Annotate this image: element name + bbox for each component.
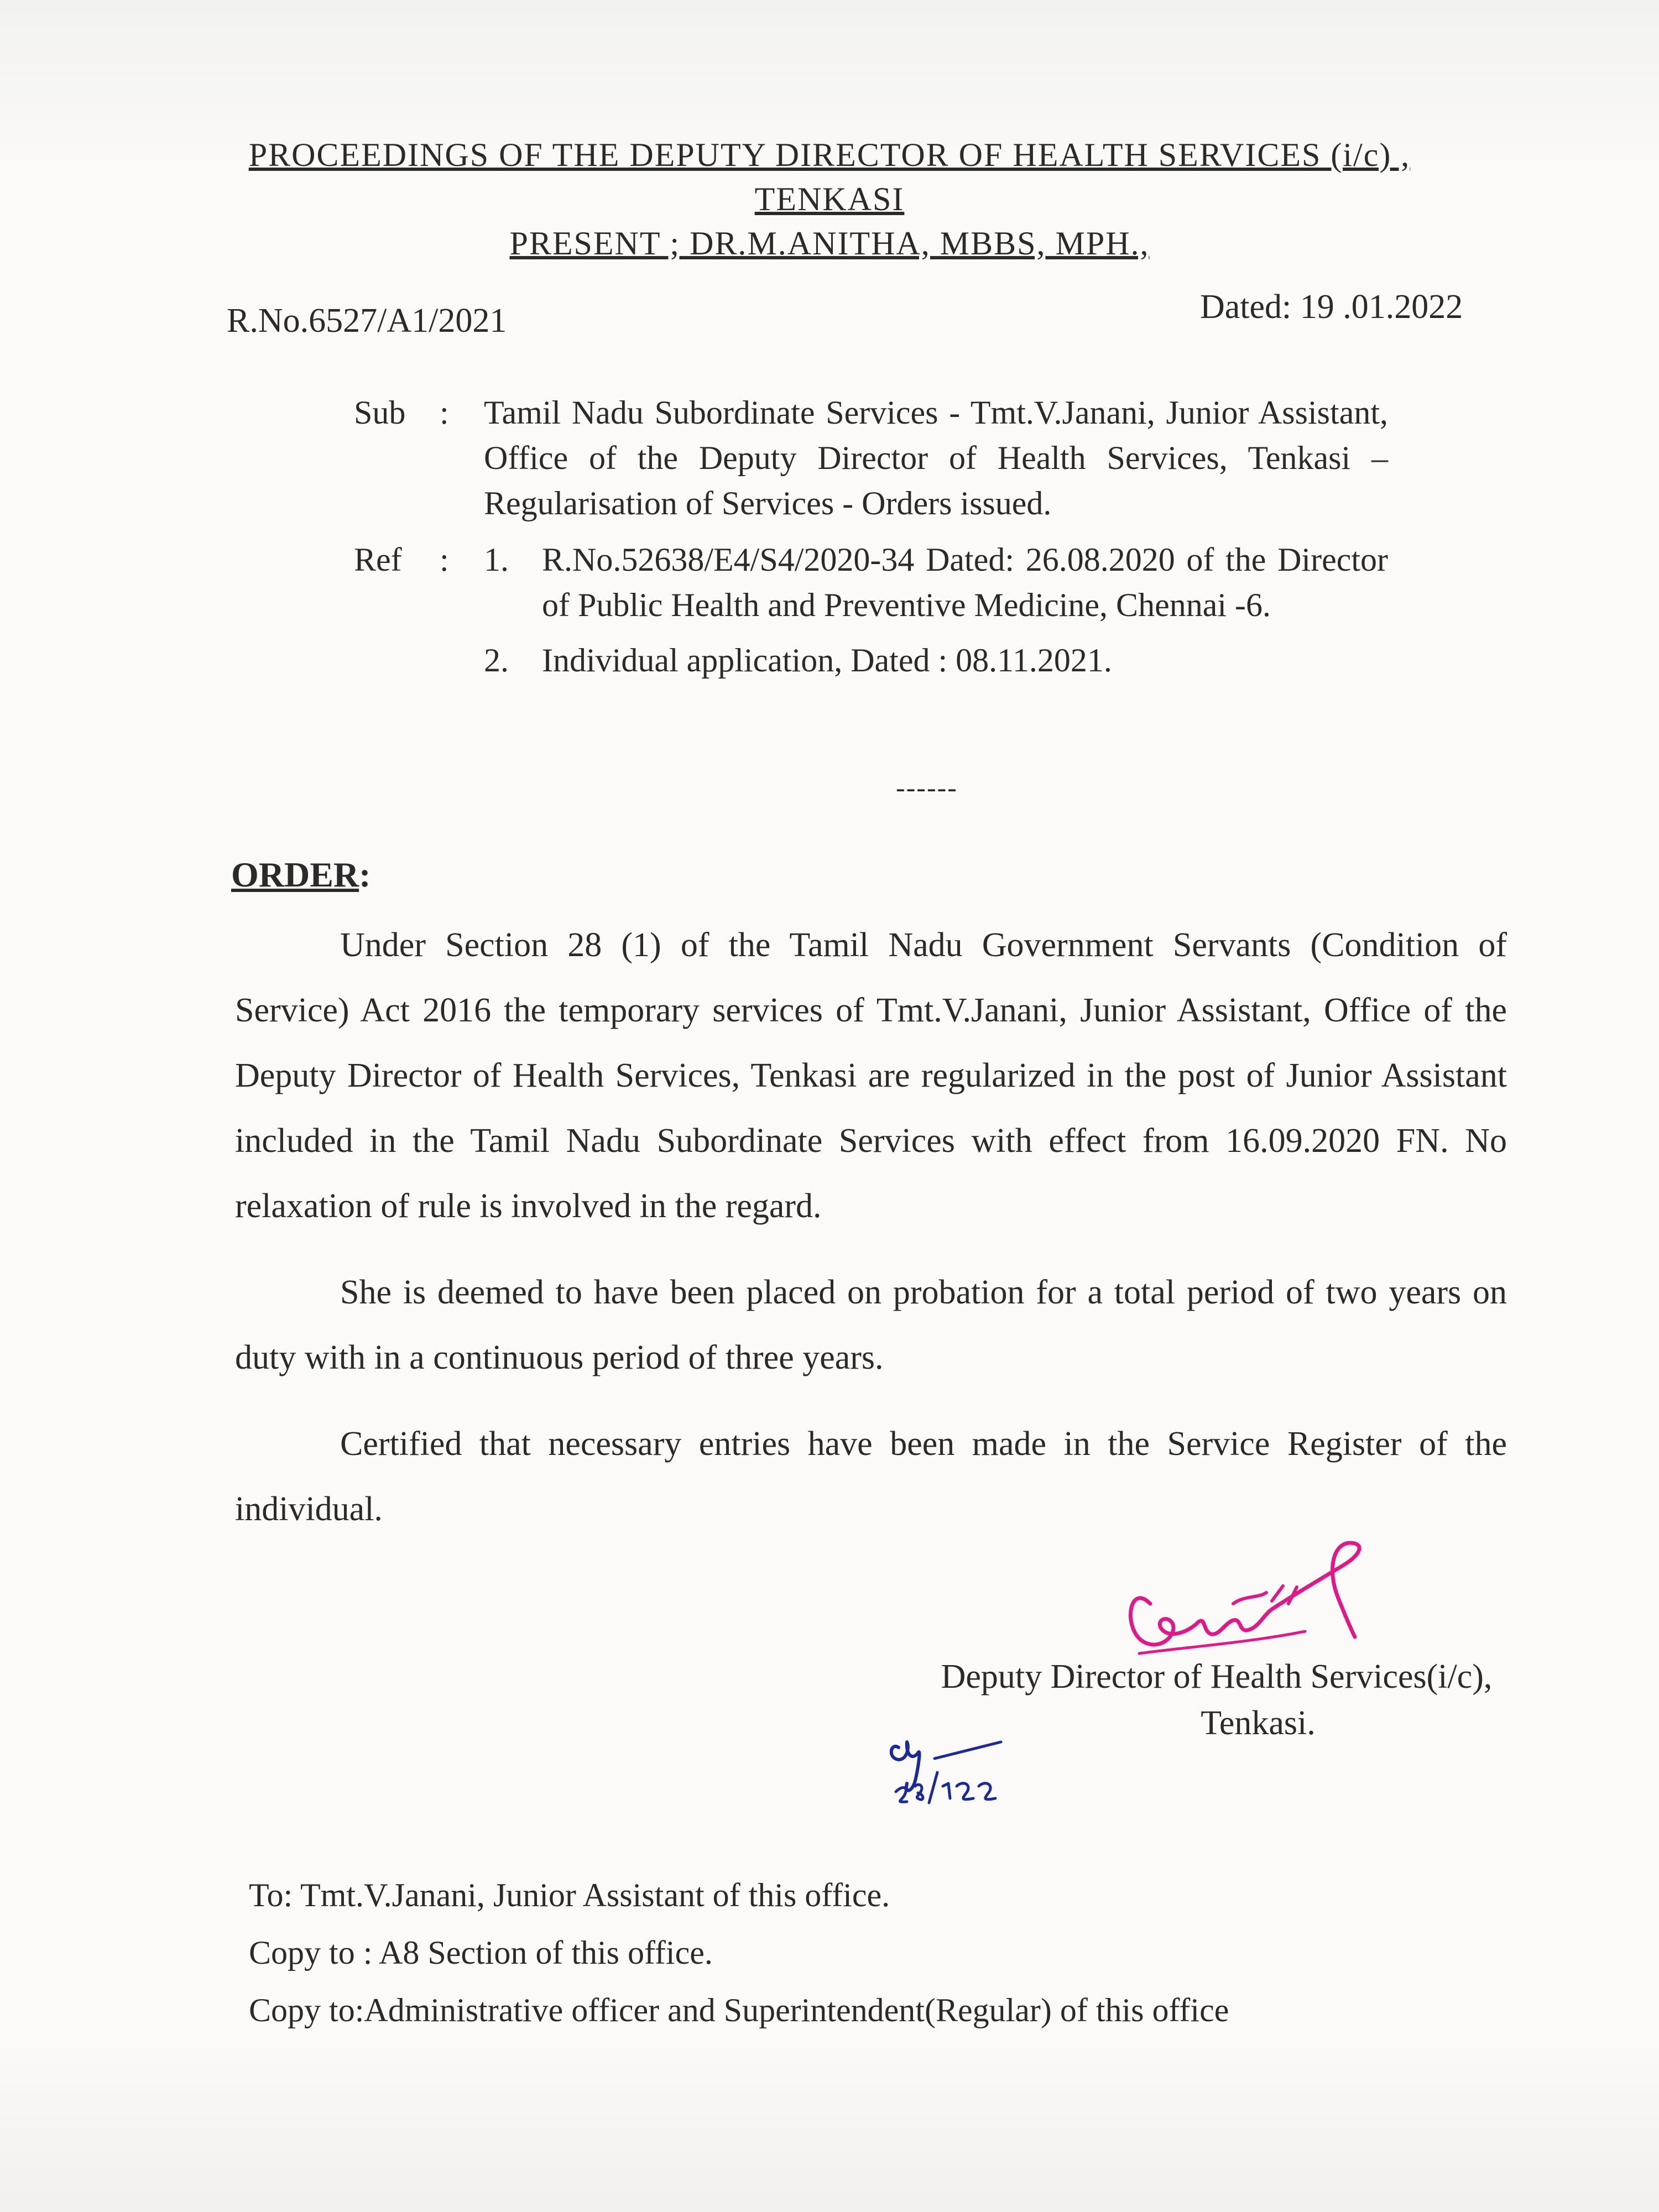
subject-colon: :	[440, 394, 449, 431]
references-colon: :	[440, 541, 449, 578]
order-paragraph: Under Section 28 (1) of the Tamil Nadu Government Servants (Condition of Service) Act 2016 the temporary services of Tmt.V.Janani, Junior Assistant, Office of the Deputy Director of Health Services, Tenkasi are regularized in the post of Junior Assistant included in the Tamil Nadu Subordinate Services with effect from 16.09.2020 FN. No relaxation of rule is involved in the regard.	[235, 926, 1507, 1225]
date-line: Dated: 19 .01.2022	[1200, 288, 1463, 326]
order-paragraph: Certified that necessary entries have been made in the Service Register of the individual.	[235, 1425, 1507, 1528]
reference-text: Individual application, Dated : 08.11.2021.	[542, 642, 1112, 679]
references-label: Ref	[354, 541, 402, 578]
order-title: ORDER	[231, 855, 359, 894]
distribution-list	[249, 1866, 1229, 2039]
subject-text: Tamil Nadu Subordinate Services - Tmt.V.Janani, Junior Assistant, Office of the Deputy Director of Health Services, Tenkasi – Regularisation of Services - Orders issued.	[484, 394, 1388, 521]
distribution-copy: Copy to : A8 Section of this office.	[249, 1934, 713, 1971]
reference-number: R.No.6527/A1/2021	[227, 302, 507, 340]
subject-row	[354, 390, 1388, 526]
order-paragraph: She is deemed to have been placed on probation for a total period of two years on duty with in a continuous period of three years.	[235, 1274, 1507, 1376]
order-body	[235, 912, 1507, 1563]
order-heading	[231, 854, 371, 895]
separator-dashes: ------	[896, 772, 958, 803]
distribution-to: To: Tmt.V.Janani, Junior Assistant of this office.	[249, 1877, 890, 1913]
signatory-location: Tenkasi.	[1201, 1704, 1316, 1742]
signature-mark	[1106, 1521, 1394, 1676]
header-line-2: TENKASI	[754, 181, 905, 217]
subject-label: Sub	[354, 394, 406, 431]
reference-number-label: 2.	[484, 642, 509, 679]
distribution-copy: Copy to:Administrative officer and Superintendent(Regular) of this office	[249, 1992, 1229, 2028]
handwritten-initials	[885, 1725, 1029, 1808]
order-colon: :	[359, 855, 371, 894]
document-header	[0, 133, 1659, 265]
reference-number-label: 1.	[484, 541, 509, 578]
signatory-designation: Deputy Director of Health Services(i/c),	[941, 1658, 1493, 1695]
references-list	[484, 537, 1388, 683]
references-row	[354, 537, 1388, 683]
header-line-1: PROCEEDINGS OF THE DEPUTY DIRECTOR OF HEALTH SERVICES (i/c) ,	[248, 137, 1411, 173]
reference-item	[484, 638, 1388, 683]
subject-block	[354, 390, 1388, 683]
header-line-3: PRESENT ; DR.M.ANITHA, MBBS, MPH.,	[509, 225, 1150, 262]
reference-text: R.No.52638/E4/S4/2020-34 Dated: 26.08.2020 of the Director of Public Health and Preventive Medicine, Chennai -6.	[542, 541, 1388, 623]
reference-item	[484, 537, 1388, 628]
